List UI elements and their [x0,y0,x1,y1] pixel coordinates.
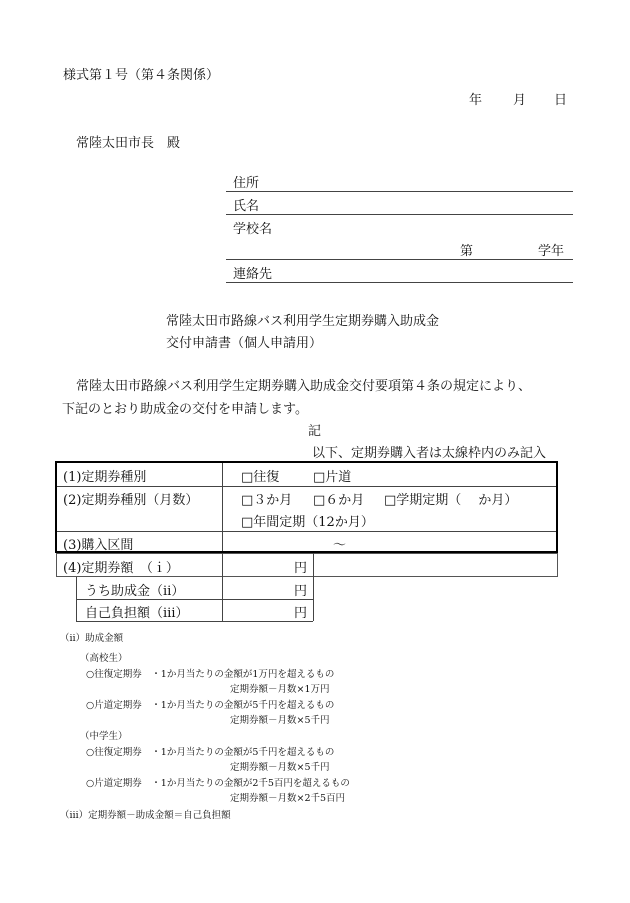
pass-type-label: (1)定期券種別 [63,470,147,485]
sub-row-bottom [76,621,313,622]
contact-line[interactable] [226,282,573,283]
note-hs-oneway-formula: 定期券額－月数×5千円 [230,715,330,726]
school-label: 学校名 [233,222,273,237]
pass-amount-label: (4)定期券額 （ｉ） [63,561,179,576]
date-month: 月 [513,93,527,108]
note-middle-school: （中学生） [80,731,128,742]
date-day: 日 [554,93,568,108]
note-ms-oneway-formula: 定期券額－月数×2千5百円 [230,793,346,804]
row-divider-1 [57,486,556,487]
self-pay-label: 自己負担額（ⅲ） [85,606,189,621]
address-line[interactable] [226,191,573,192]
row-divider-2 [57,531,556,532]
title-line1: 常陸太田市路線バス利用学生定期券購入助成金 [166,314,440,329]
title-line2: 交付申請書（個人申請用） [166,336,323,351]
name-label: 氏名 [233,199,260,214]
note-selfpay-formula: （ⅲ）定期券額－助成金額＝自己負担額 [60,810,231,821]
body-line1: 常陸太田市路線バス利用学生定期券購入助成金交付要項第４条の規定により、 [76,379,532,394]
col-divider [222,463,223,551]
body-line2: 下記のとおり助成金の交付を申請します。 [62,402,308,417]
school-line[interactable] [226,259,573,260]
pass-amount-unit: 円 [294,561,308,576]
note-subsidy-title: （ⅱ）助成金額 [60,633,124,644]
note-ms-roundtrip: ○往復定期券 ・1か月当たりの金額が5千円を超えるもの [86,747,335,758]
address-label: 住所 [233,176,260,191]
date-year: 年 [469,93,483,108]
sub-row-divider [76,599,313,600]
grade-suffix: 学年 [538,244,565,259]
pass-months-label: (2)定期券種別（月数） [63,493,199,508]
note-ms-roundtrip-formula: 定期券額－月数×5千円 [230,762,330,773]
three-months-checkbox[interactable]: □３か月 [241,493,293,508]
subsidy-label: うち助成金（ⅱ） [85,584,185,599]
semester-checkbox[interactable]: □学期定期（ か月） [384,493,518,508]
form-number: 様式第１号（第４条関係） [63,68,220,83]
note-hs-oneway: ○片道定期券 ・1か月当たりの金額が5千円を超えるもの [86,700,335,711]
subsidy-unit: 円 [294,584,308,599]
note-high-school: （高校生） [80,653,128,664]
route-label: (3)購入区間 [63,538,134,553]
grade-prefix: 第 [460,244,474,259]
amount-col-divider [222,553,223,621]
round-trip-checkbox[interactable]: □往復 [241,470,280,485]
addressee: 常陸太田市長 殿 [76,136,181,151]
note-ms-oneway: ○片道定期券 ・1か月当たりの金額が2千5百円を超えるもの [86,778,350,789]
note-hs-roundtrip: ○往復定期券 ・1か月当たりの金額が1万円を超えるもの [86,669,335,680]
note-hs-roundtrip-formula: 定期券額－月数×1万円 [230,684,330,695]
instruction-note: 以下、定期券購入者は太線枠内のみ記入 [312,446,547,461]
ki-mark: 記 [308,424,322,439]
name-line[interactable] [226,214,573,215]
six-months-checkbox[interactable]: □６か月 [313,493,365,508]
one-way-checkbox[interactable]: □片道 [313,470,352,485]
route-tilde[interactable]: ～ [333,538,347,553]
contact-label: 連絡先 [233,267,273,282]
self-pay-unit: 円 [294,606,308,621]
annual-checkbox[interactable]: □年間定期（12か月） [241,515,374,530]
amount-right-divider [313,553,314,621]
